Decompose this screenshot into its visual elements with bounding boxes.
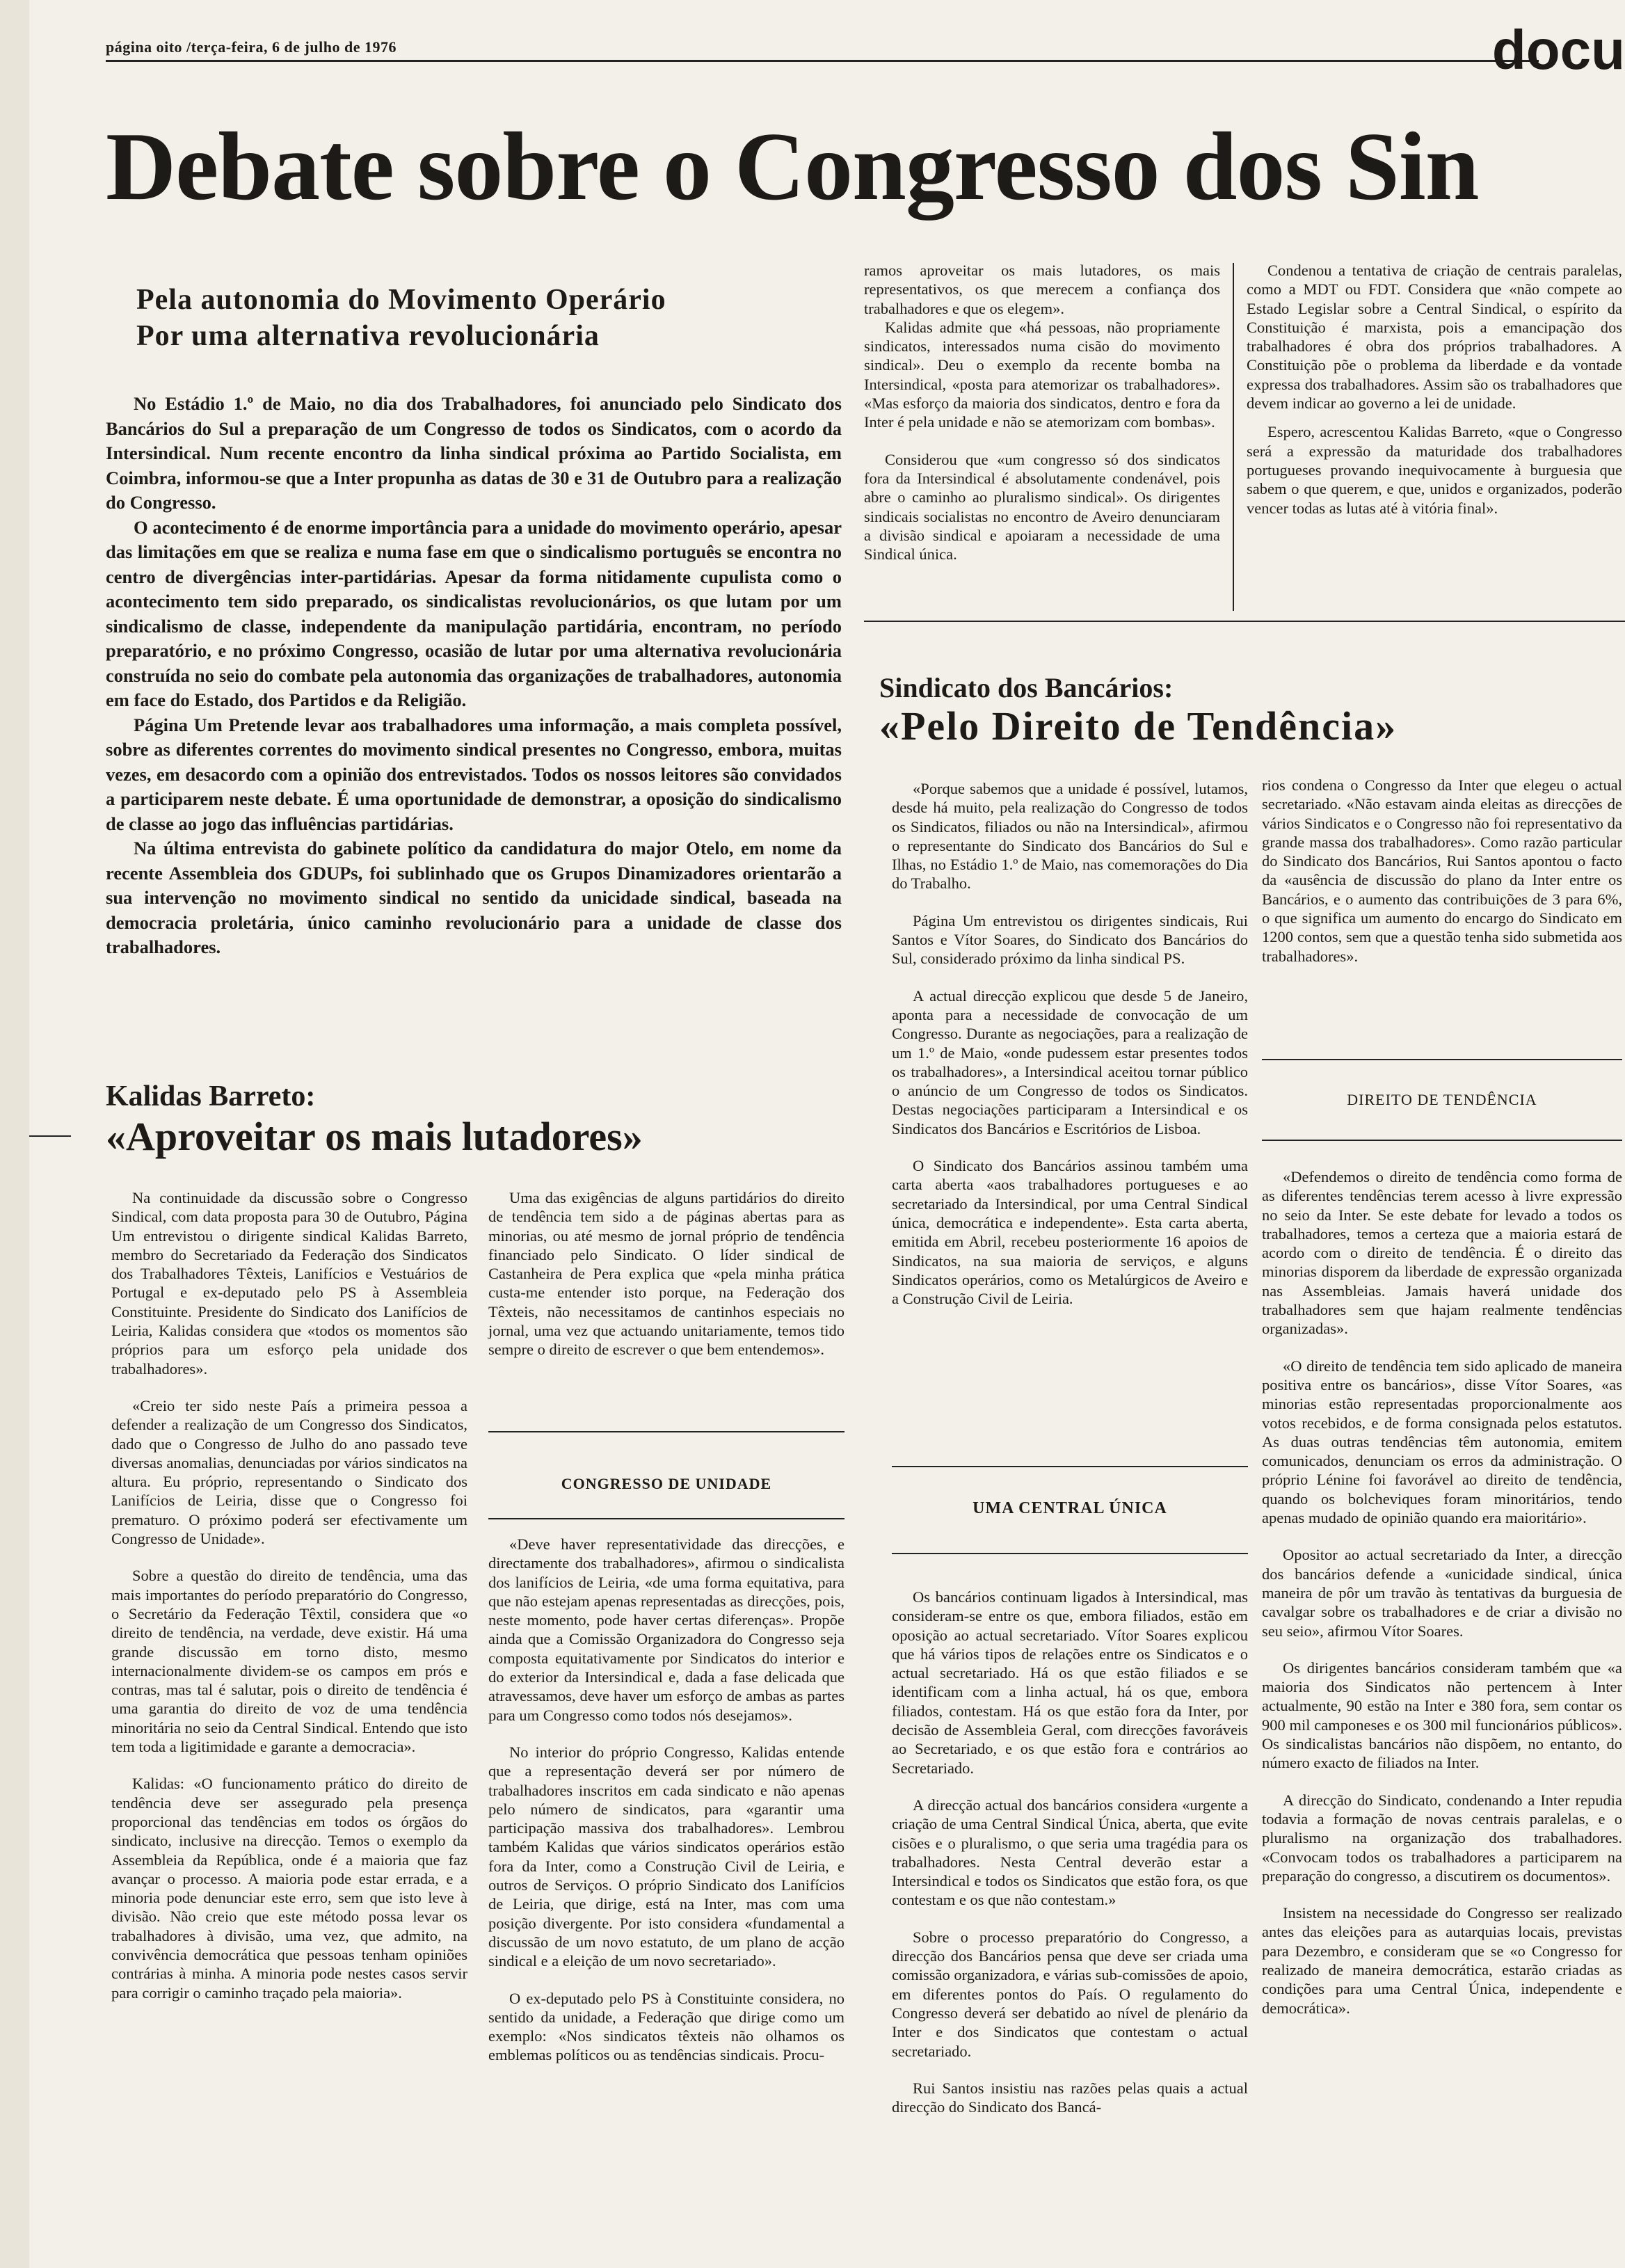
- subhead-rule: [1262, 1059, 1622, 1060]
- body-paragraph: No interior do próprio Congresso, Kalidas entende que a representação deverá ser por número de trabalhadores inscritos em cada sindicato e não apenas pelo número de sindicatos, para «garantir uma participação massiva dos trabalhadores». Lembrou também Kalidas que vários sindicatos operários estão fora da Inter, como a Construção Civil de Leiria, e outros de Serviços. O próprio Sindicato dos Lanifícios de Leiria, que dirige, está na Inter, mas com uma posição divergente. Por isto considera «fundamental a discussão de um novo estatuto, de um plano de acção sindical e a eleição de um novo secretariado».: [488, 1743, 844, 1970]
- body-paragraph: Os dirigentes bancários consideram também que «a maioria dos Sindicatos não pertencem à Inter actualmente, 90 estão na Inter e 380 fora, sem contar os 900 mil camponeses e os 300 mil funcionários públicos». Os sindicalistas bancários não dispõem, no entanto, do número exacto de filiados na Inter.: [1262, 1659, 1622, 1772]
- subhead-direito-tendencia: DIREITO DE TENDÊNCIA: [1347, 1091, 1537, 1108]
- subhead-rule: [892, 1466, 1248, 1467]
- lead-title-2: Por uma alternativa revolucionária: [136, 320, 600, 352]
- body-paragraph: O Sindicato dos Bancários assinou também uma carta aberta «aos trabalhadores portugueses e ao secretariado da Intersindical, por uma Central Sindical única, democrática e independente». Esta carta aberta, emitida em Abril, recebeu posteriormente 16 apoios de Sindicatos, na sua maioria de serviços, e alguns Sindicatos operários, como os Metalúrgicos de Aveiro e a Construção Civil de Leiria.: [892, 1157, 1248, 1308]
- body-paragraph: Kalidas: «O funcionamento prático do direito de tendência deve ser assegurado pela presença proporcional das tendências em todos os órgãos do sindicato, inclusive na direcção. Temos o exemplo da Assembleia da República, onde é a maioria que faz avançar o processo. A maioria pode estar errada, e a minoria pode denunciar este erro, sem que isto leve à divisão. Não creio que este método possa levar os trabalhadores à divisão, uma vez, que admito, na convivência democrática que pessoas tenham opiniões contrárias à minha. A minoria pode nestes casos servir para corrigir o caminho traçado pela maioria».: [111, 1775, 467, 2002]
- body-paragraph: Sobre o processo preparatório do Congresso, a direcção dos Bancários pensa que deve ser criada uma comissão organizadora, e várias sub-comissões de apoio, em diferentes pontos do País. O regulamento do Congresso deverá ser debatido ao nível de plenário da Inter e dos Sindicatos que contestam o actual secretariado.: [892, 1928, 1248, 2060]
- body-paragraph: Espero, acrescentou Kalidas Barreto, «que o Congresso será a expressão da maturidade dos trabalhadores portugueses provando inequivocamente à burguesia que sabem o que querem, e que, unidos e organizados, poderão vencer todas as lutas até à vitória final».: [1247, 423, 1622, 517]
- body-paragraph: «Deve haver representatividade das direcções, e directamente dos trabalhadores», afirmou o sindicalista dos lanifícios de Leiria, «de uma forma equitativa, para que não estejam apenas representadas as direcções, pois, neste momento, pode haver certas diferenças». Propõe ainda que a Comissão Organizadora do Congresso seja composta equitativamente por Sindicatos do interior e do exterior da Intersindical e, dada a fase delicada que atravessamos, deve haver um esforço de ambas as partes para um Congresso como todos nós desejamos».: [488, 1535, 844, 1724]
- lead-paragraph: Na última entrevista do gabinete político da candidatura do major Otelo, em nome da recente Assembleia dos GDUPs, foi sublinhado que os Grupos Dinamizadores orientarão a sua intervenção no movimento sindical no sentido da unicidade sindical, baseada na democracia proletária, único caminho revolucionário para a unidade de classe dos trabalhadores.: [106, 838, 842, 957]
- subhead-rule: [488, 1518, 844, 1519]
- bancarios-column-4-continued: [1262, 1167, 1622, 2018]
- body-paragraph: Uma das exigências de alguns partidários do direito de tendência tem sido a de páginas abertas para as minorias, ou até mesmo de jornal próprio de tendência financiado pelo Sindicato. O líder sindical de Castanheira de Pera explica que «pela minha prática custa-me entender isto porque, na Federação dos Têxteis, não necessitamos de cantinhos especiais no jornal, uma vez que actuando unitariamente, temos tido sempre o direito de escrever o que bem entendemos».: [488, 1189, 844, 1359]
- subhead-central-unica: UMA CENTRAL ÚNICA: [972, 1499, 1167, 1517]
- newspaper-page: [29, 0, 1625, 2268]
- body-paragraph: Considerou que «um congresso só dos sindicatos fora da Intersindical é absolutamente condenável, pois abre o caminho ao pluralismo sindical». Os dirigentes sindicais socialistas no encontro de Aveiro denunciaram a divisão sindical e apoiaram a necessidade de uma Sindical única.: [864, 450, 1220, 564]
- lead-paragraph: No Estádio 1.º de Maio, no dia dos Trabalhadores, foi anunciado pelo Sindicato dos Bancários do Sul a preparação de um Congresso de todos os Sindicatos, com o acordo da Intersindical. Num recente encontro da linha sindical próxima ao Partido Socialista, em Coimbra, informou-se que a Inter propunha as datas de 30 e 31 de Outubro para a realização do Congresso.: [106, 393, 842, 513]
- body-paragraph: Condenou a tentativa de criação de centrais paralelas, como a MDT ou FDT. Considera que «não compete ao Estado Legislar sobre a Central Sindical, o espírito da Constituição é marxista, pois a emancipação dos trabalhadores é obra dos próprios trabalhadores. A Constituição põe o problema da liberdade e da vontade expressa dos trabalhadores. Assim são os trabalhadores que devem indicar ao governo a lei de unidade.: [1247, 262, 1622, 413]
- bancarios-kicker: Sindicato dos Bancários:: [879, 672, 1174, 703]
- section-rule: [864, 621, 1625, 622]
- page-header: página oito /terça-feira, 6 de julho de 1976: [106, 38, 397, 56]
- main-headline: Debate sobre o Congresso dos Sin: [106, 113, 1479, 221]
- body-paragraph: A actual direcção explicou que desde 5 de Janeiro, aponta para a necessidade de convocação de um Congresso. Durante as negociações, para a realização de um 1.º de Maio, «onde pudessem estar presentes todos os trabalhadores», a Intersindical aceitou tornar público o anúncio de um Congresso de todos os Sindicatos. Destas negociações participaram a Intersindical e os Sindicatos dos Bancários e Escritórios de Lisboa.: [892, 987, 1248, 1137]
- subhead-rule: [1262, 1140, 1622, 1141]
- lead-paragraph: O acontecimento é de enorme importância para a unidade do movimento operário, apesar das limitações em que se realiza e numa fase em que o sindicalismo português se encontra no centro de divergências inter-partidárias. Apesar da forma nitidamente cupulista como o acontecimento tem sido preparado, os sindicalistas revolucionários, os que lutam por um sindicalismo de classe, independente da manipulação partidária, encontram, no período preparatório, e no próximo Congresso, ocasião de lutar por uma alternativa revolucionária construída no seio do combate pela autonomia das organizações de trabalhadores, autonomia em face do Estado, dos Partidos e da Religião.: [106, 516, 842, 710]
- body-paragraph: Na continuidade da discussão sobre o Congresso Sindical, com data proposta para 30 de Outubro, Página Um entrevistou o dirigente sindical Kalidas Barreto, membro do Secretariado da Federação dos Sindicatos dos Trabalhadores Têxteis, Lanifícios e Vestuários de Portugal e ex-deputado pelo PS à Assembleia Constituinte. Presidente do Sindicato dos Lanifícios de Leiria, Kalidas considera que «todos os momentos são próprios para um esforço pela unidade dos trabalhadores».: [111, 1189, 467, 1377]
- subhead-rule: [488, 1431, 844, 1432]
- body-paragraph: «Creio ter sido neste País a primeira pessoa a defender a realização de um Congresso dos Sindicatos, dado que o Congresso de Julho do ano passado teve diversas anomalias, denunciadas por vários sindicatos na altura. Eu próprio, representando o Sindicato dos Lanifícios de Leiria, disse que o Congresso foi prematuro. O próximo poderá ser efectivamente um Congresso de Unidade».: [111, 1396, 467, 1548]
- bancarios-column-3-continued: [892, 1588, 1248, 2116]
- lead-paragraph: Página Um Pretende levar aos trabalhadores uma informação, a mais completa possível, sobre as diferentes correntes do movimento sindical presentes no Congresso, embora, muitas vezes, em desacordo com a opinião dos entrevistados. Todos os nossos leitores são convidados a participarem neste debate. É uma oportunidade de demonstrar, a oposição do sindicalismo de classe ao jogo das influências partidárias.: [106, 714, 842, 834]
- kalidas-column-1: [111, 1188, 467, 2002]
- body-paragraph: «Porque sabemos que a unidade é possível, lutamos, desde há muito, pela realização do Congresso de todos os Sindicatos, filiados ou não na Intersindical», afirmou o representante do Sindicato dos Bancários do Sul e Ilhas, no Estádio 1.º de Maio, nas comemorações do Dia do Trabalho.: [892, 780, 1248, 893]
- body-paragraph: Rui Santos insistiu nas razões pelas quais a actual direcção do Sindicato dos Bancá-: [892, 2079, 1248, 2116]
- body-paragraph: «Defendemos o direito de tendência como forma de as diferentes tendências terem acesso à livre expressão no seio da Inter. Se este debate for levado a todos os trabalhadores, temos a certeza que a maioria estará de acordo com o direito de tendência. É o direito das minorias disporem da liberdade de expressão organizada nas Assembleias. Jamais haverá unidade dos trabalhadores sem que hajam realmente tendências organizadas».: [1262, 1168, 1622, 1338]
- body-paragraph: Página Um entrevistou os dirigentes sindicais, Rui Santos e Vítor Soares, do Sindicato dos Bancários do Sul, considerado próximo da linha sindical PS.: [892, 911, 1248, 968]
- body-paragraph: Kalidas admite que «há pessoas, não propriamente sindicatos, interessados numa cisão do movimento sindical». Deu o exemplo da recente bomba na Intersindical, «posta para atemorizar os trabalhadores». «Mas esforço da maioria dos sindicatos, dentro e fora da Inter é pela unidade e não se atemorizam com bombas».: [864, 318, 1220, 431]
- body-paragraph: A direcção do Sindicato, condenando a Inter repudia todavia a formação de novas centrais paralelas, e o pluralismo na organização dos trabalhadores. «Convocam todos os trabalhadores a participarem na preparação do congresso, a discutirem os documentos».: [1262, 1791, 1622, 1885]
- body-paragraph: Os bancários continuam ligados à Intersindical, mas consideram-se entre os que, embora filiados, estão em oposição ao actual secretariado. Vítor Soares explicou que há vários tipos de relações entre os Sindicatos e o actual secretariado. Há os que estão filiados e se identificam com a linha actual, há os que, embora filiados, contestam. Há os que estão fora da Inter, por decisão de Assembleia Geral, com direcções favoráveis ao Secretariado, e os que estão fora e contrários ao Secretariado.: [892, 1588, 1248, 1777]
- kalidas-column-4: [1247, 261, 1622, 518]
- body-paragraph: ramos aproveitar os mais lutadores, os mais representativos, os que merecem a confiança dos trabalhadores e que os elegem».: [864, 262, 1220, 317]
- body-paragraph: Opositor ao actual secretariado da Inter, a direcção dos bancários defende a «unicidade sindical, única maneira de pôr um travão às tentativas da burguesia de cavalgar sobre os trabalhadores e de criar a divisão no seu seio», afirmou Vítor Soares.: [1262, 1546, 1622, 1640]
- header-rule: [106, 60, 1539, 62]
- lead-article: [106, 282, 842, 960]
- subhead-rule: [892, 1553, 1248, 1554]
- kalidas-column-3: [864, 261, 1220, 564]
- bancarios-column-4: [1262, 776, 1622, 966]
- kalidas-column-2: [488, 1188, 844, 1359]
- kalidas-kicker: Kalidas Barreto:: [106, 1080, 316, 1112]
- body-paragraph: O ex-deputado pelo PS à Constituinte considera, no sentido da unidade, a Federação que dirige como um exemplo: «Nos sindicatos têxteis não olhamos os emblemas políticos ou as tendências sindicais. Procu-: [488, 1989, 844, 2064]
- body-paragraph: «O direito de tendência tem sido aplicado de maneira positiva entre os bancários», disse Vítor Soares, «as minorias estão representadas proporcionalmente aos votos recebidos, e de forma consignada pelos estatutos. As duas outras tendências têm autonomia, emitem comunicados, denunciam os erros da administração. O próprio Lénine foi favorável ao direito de tendência, quando os bolcheviques foram minoritários, tendo apenas mudado de opinião quando era maioritário».: [1262, 1357, 1622, 1527]
- body-paragraph: A direcção actual dos bancários considera «urgente a criação de uma Central Sindical Única, aberta, que evite cisões e o pluralismo, o que seria uma tragédia para os trabalhadores. Nesta Central deverão estar a Intersindical e todos os Sindicatos que estão fora, os que contestam e os que não contestam.»: [892, 1796, 1248, 1909]
- kalidas-column-2-continued: [488, 1535, 844, 2065]
- section-title: docu: [1491, 19, 1625, 81]
- body-paragraph: Insistem na necessidade do Congresso ser realizado antes das eleições para as autarquias locais, previstas para Dezembro, e consideram que se «o Congresso for realizado de maneira democrática, estarão criadas as condições para uma Central Única, independente e democrática».: [1262, 1904, 1622, 2017]
- body-paragraph: rios condena o Congresso da Inter que elegeu o actual secretariado. «Não estavam ainda eleitas as direcções de vários Sindicatos e o Congresso não foi representativo da grande massa dos trabalhadores». Como razão particular do Sindicato dos Bancários, Rui Santos apontou o facto da «ausência de discussão do plano da Inter entre os Bancários, e o aumento das contribuições de 3 para 6%, o que significa um aumento do encargo do Sindicato em 1200 contos, sem que a questão tenha sido submetida aos trabalhadores».: [1262, 776, 1622, 965]
- body-paragraph: Sobre a questão do direito de tendência, uma das mais importantes do período preparatório do Congresso, o Secretário da Federação Têxtil, considera que «o direito de tendência, na verdade, deve existir. Há uma grande discussão em torno disto, mesmo internacionalmente dividem-se os campos em prós e contras, mas tal é salutar, pois o direito de tendência é uma garantia do direito de voz de uma tendência minoritária no seio da Central Sindical. Entendo que isto tem toda a ligitimidade e garante a democracia».: [111, 1567, 467, 1756]
- bancarios-column-3: [892, 779, 1248, 1308]
- subhead-congresso-unidade: CONGRESSO DE UNIDADE: [561, 1475, 772, 1492]
- margin-mark: [29, 1135, 71, 1137]
- bancarios-title: «Pelo Direito de Tendência»: [879, 703, 1398, 749]
- column-divider: [1233, 263, 1234, 611]
- kalidas-title: «Aproveitar os mais lutadores»: [106, 1114, 643, 1159]
- lead-title-1: Pela autonomia do Movimento Operário: [136, 284, 666, 316]
